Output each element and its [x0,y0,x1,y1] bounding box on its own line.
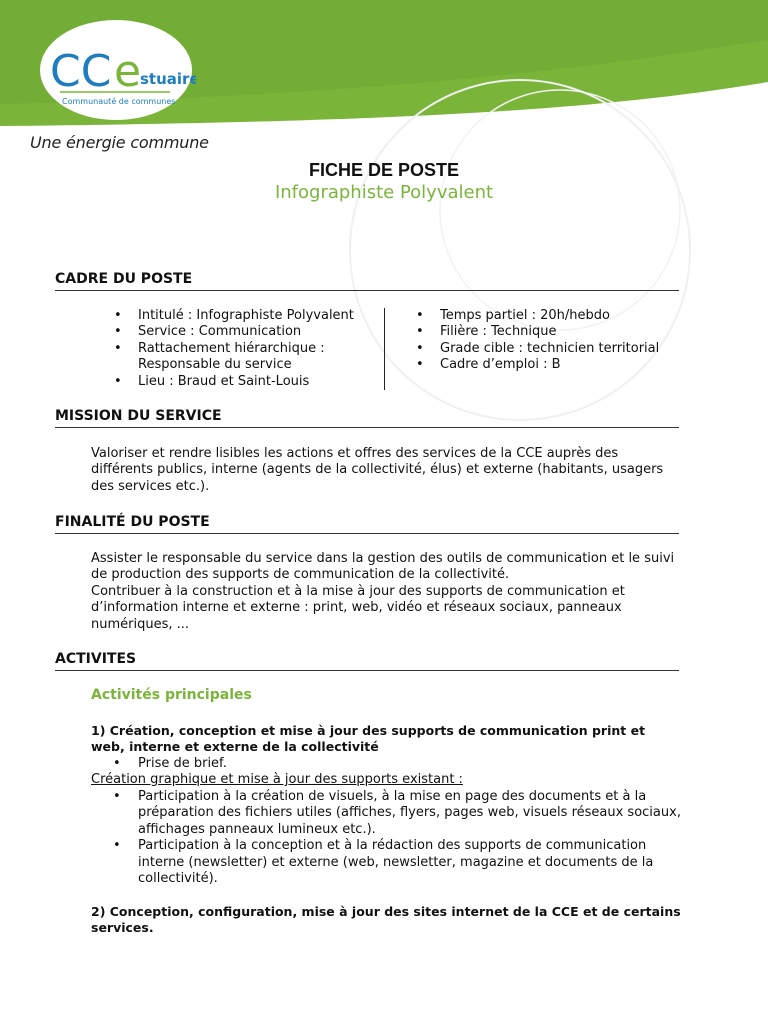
list-item: • Grade cible : technicien territorial [412,341,682,357]
section-heading-activites: ACTIVITES [55,651,679,671]
page-title: FICHE DE POSTE [308,160,460,180]
page-subtitle: Infographiste Polyvalent [274,182,494,203]
paragraph: Contribuer à la construction et à la mise à jour des supports de communication et d’information interne et externe : print, web, vidéo et réseaux sociaux, panneaux numériques, ... [91,583,625,632]
list-item: • Rattachement hiérarchique : Responsable du service [110,341,372,374]
svg-text:stuaire: stuaire [140,70,196,88]
logo-subtitle: Communauté de communes [62,97,176,106]
activity-1-title: 1) Création, conception et mise à jour des supports de communication print et web, interne et externe de la collectivité [91,723,646,755]
section-heading-finalite: FINALITÉ DU POSTE [55,514,679,534]
list-item: • Participation à la conception et à la rédaction des supports de communication interne (newsletter) et externe (web, newsletter, magazine et documents de la collectivité). [91,838,681,887]
activity-1-bullets [91,756,681,772]
list-item: • Filière : Technique [412,324,682,340]
list-item: • Intitulé : Infographiste Polyvalent [110,308,372,324]
list-item: • Prise de brief. [91,756,681,772]
section-heading-mission: MISSION DU SERVICE [55,408,679,428]
svg-text:CC: CC [50,46,112,97]
activity-1-list [91,789,681,887]
list-item: • Lieu : Braud et Saint-Louis [110,374,372,390]
mission-text [91,446,681,495]
subheading-activites-principales: Activités principales [91,687,252,703]
activity-1-subtitle: Création graphique et mise à jour des supports existant : [91,772,463,787]
cadre-right-list [412,308,682,374]
cadre-left-list [110,308,372,390]
list-item: • Cadre d’emploi : B [412,357,682,373]
paragraph: Assister le responsable du service dans la gestion des outils de communication et le suivi de production des supports de communication de la collectivité. [91,551,675,583]
paragraph: Valoriser et rendre lisibles les actions et offres des services de la CCE auprès des différents publics, interne (agents de la collectivité, élus) et externe (habitants, usagers des services etc.). [91,446,664,494]
tagline: Une énergie commune [30,133,209,152]
activity-2-title: 2) Conception, configuration, mise à jour des sites internet de la CCE et de certains services. [91,904,681,936]
column-divider [384,308,385,390]
list-item: • Participation à la création de visuels, à la mise en page des documents et à la préparation des fichiers utiles (affiches, flyers, pages web, visuels réseaux sociaux, affichages panneaux lumineux etc.). [91,789,681,838]
logo [36,14,196,124]
list-item: • Service : Communication [110,324,372,340]
svg-text:e: e [114,46,142,97]
finalite-text [91,551,681,633]
section-heading-cadre: CADRE DU POSTE [55,271,679,291]
list-item: • Temps partiel : 20h/hebdo [412,308,682,324]
